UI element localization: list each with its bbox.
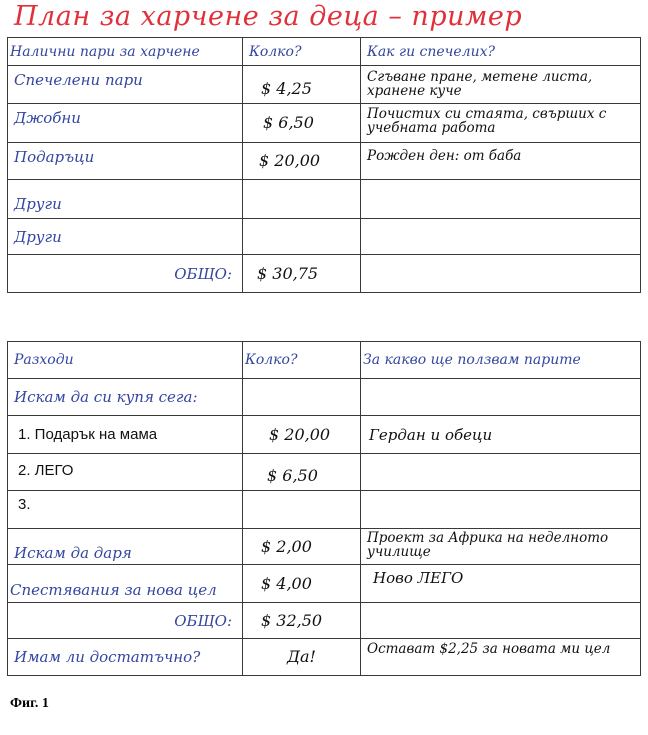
income-row-label: Джобни	[8, 104, 243, 143]
expenses-item-amount	[243, 491, 361, 529]
expenses-savings-amount: $ 4,00	[243, 565, 361, 603]
income-header-how: Как ги спечелих?	[361, 38, 641, 66]
income-header-amount: Колко?	[243, 38, 361, 66]
income-total-empty	[361, 255, 641, 293]
empty-cell	[243, 379, 361, 416]
income-row-label: Спечелени пари	[8, 66, 243, 104]
expenses-total-row	[8, 603, 641, 639]
expenses-item-row	[8, 491, 641, 529]
income-row-note: Сгъване пране, метене листа, хранене куче	[361, 66, 641, 104]
income-row-allowance	[8, 104, 641, 143]
figure-caption: Фиг. 1	[10, 696, 49, 711]
expenses-savings-label: Спестявания за нова цел	[8, 565, 243, 603]
income-row-note: Почистих си стаята, свърших с учебната работа	[361, 104, 641, 143]
empty-cell	[361, 603, 641, 639]
expenses-buy-now-row	[8, 379, 641, 416]
expenses-enough-label: Имам ли достатъчно?	[8, 639, 243, 676]
income-row-note	[361, 180, 641, 219]
income-total-row	[8, 255, 641, 293]
empty-cell	[361, 379, 641, 416]
expenses-enough-note: Остават $2,25 за новата ми цел	[361, 639, 641, 676]
expenses-enough-answer: Да!	[243, 639, 361, 676]
income-header-source: Налични пари за харчене	[8, 38, 243, 66]
income-header-row	[8, 38, 641, 66]
expenses-header-amount: Колко?	[243, 342, 361, 379]
income-table	[7, 37, 641, 293]
expenses-buy-now-label: Искам да си купя сега:	[8, 379, 243, 416]
expenses-item-label: 3.	[8, 491, 243, 529]
income-row-earned	[8, 66, 641, 104]
expenses-savings-note: Ново ЛЕГО	[361, 565, 641, 603]
income-row-label: Подаръци	[8, 143, 243, 180]
income-row-amount	[243, 180, 361, 219]
income-row-amount	[243, 219, 361, 255]
expenses-item-row	[8, 416, 641, 454]
income-row-note: Рожден ден: от баба	[361, 143, 641, 180]
expenses-enough-row	[8, 639, 641, 676]
income-row-label: Други	[8, 219, 243, 255]
income-row-amount: $ 4,25	[243, 66, 361, 104]
expenses-total-amount: $ 32,50	[243, 603, 361, 639]
expenses-item-note	[361, 491, 641, 529]
page-title: План за харчене за деца – пример	[14, 1, 523, 32]
expenses-item-amount: $ 6,50	[243, 454, 361, 491]
expenses-donate-label: Искам да даря	[8, 529, 243, 565]
income-row-note	[361, 219, 641, 255]
expenses-savings-row	[8, 565, 641, 603]
income-row-amount: $ 20,00	[243, 143, 361, 180]
income-row-other	[8, 180, 641, 219]
income-row-gifts	[8, 143, 641, 180]
expenses-header-category: Разходи	[8, 342, 243, 379]
expenses-item-note: Гердан и обеци	[361, 416, 641, 454]
expenses-item-note	[361, 454, 641, 491]
expenses-donate-row	[8, 529, 641, 565]
income-row-amount: $ 6,50	[243, 104, 361, 143]
expenses-table	[7, 341, 641, 676]
income-row-label: Други	[8, 180, 243, 219]
expenses-item-label: 1. Подарък на мама	[8, 416, 243, 454]
income-row-other	[8, 219, 641, 255]
expenses-donate-amount: $ 2,00	[243, 529, 361, 565]
expenses-item-amount: $ 20,00	[243, 416, 361, 454]
expenses-item-row	[8, 454, 641, 491]
expenses-item-label: 2. ЛЕГО	[8, 454, 243, 491]
expenses-header-row	[8, 342, 641, 379]
income-total-label: ОБЩО:	[8, 255, 243, 293]
expenses-header-purpose: За какво ще ползвам парите	[361, 342, 641, 379]
expenses-donate-note: Проект за Африка на неделното училище	[361, 529, 641, 565]
expenses-total-label: ОБЩО:	[8, 603, 243, 639]
income-total-amount: $ 30,75	[243, 255, 361, 293]
